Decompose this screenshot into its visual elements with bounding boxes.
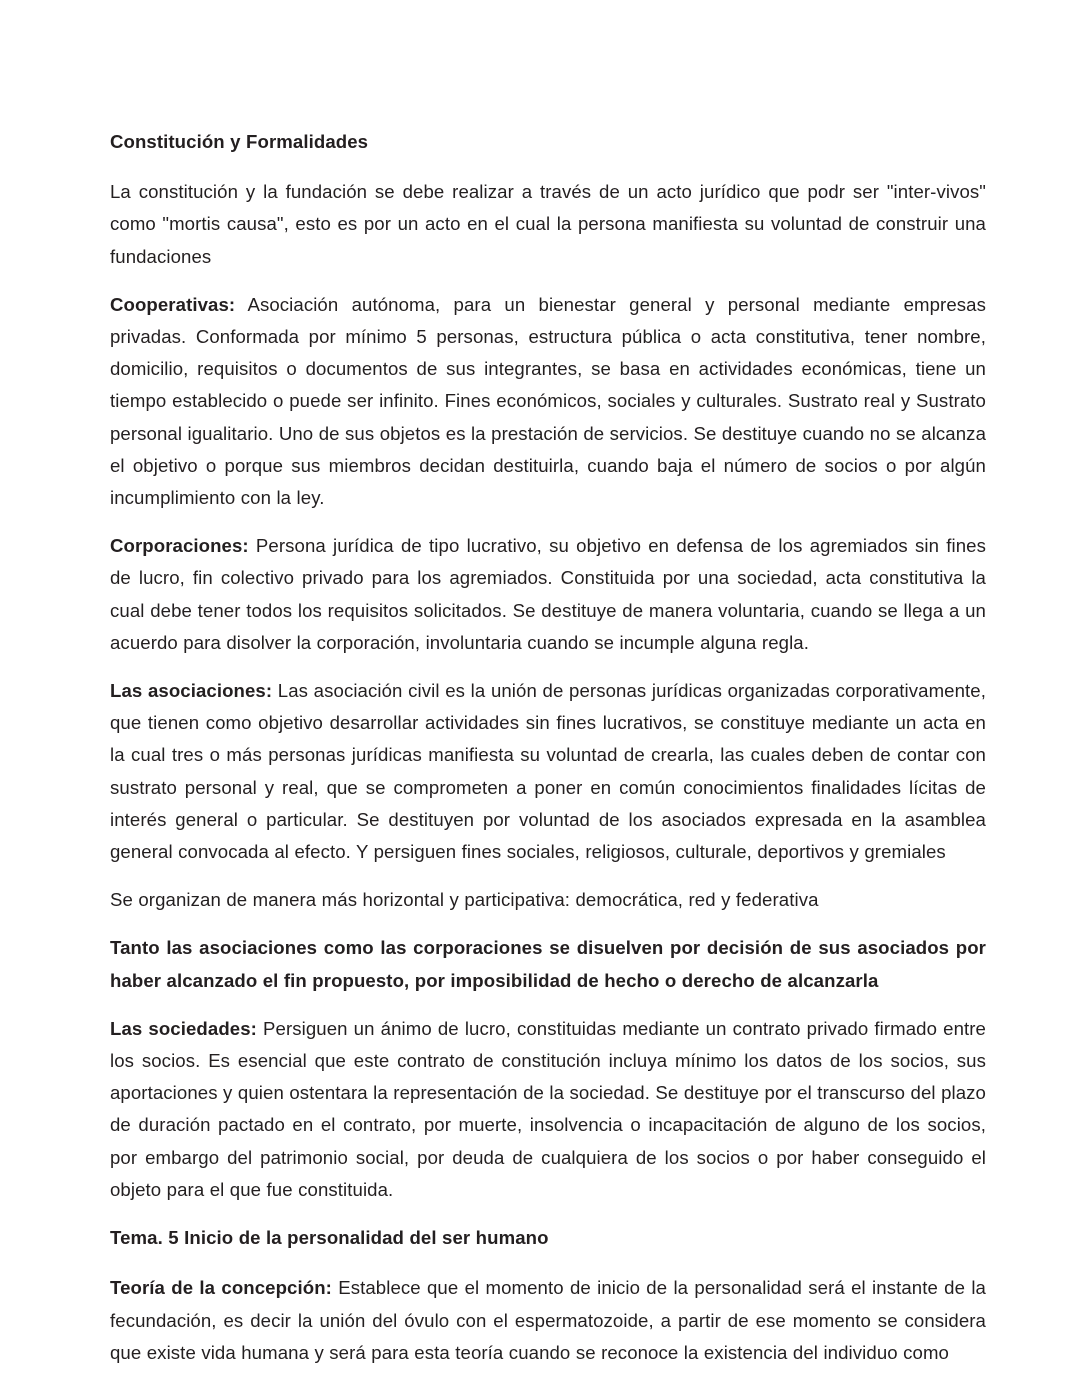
paragraph-las-sociedades bbox=[110, 1013, 986, 1206]
paragraph-corporaciones-text: Persona jurídica de tipo lucrativo, su objetivo en defensa de los agremiados sin fines de lucro, fin colectivo privado para los agremiados. Constituida por una sociedad, acta constitutiva la cual debe tener todos los requisitos solicitados. Se destituye de manera voluntaria, cuando se llega a un acuerdo para disolver la corporación, involuntaria cuando se incumple alguna regla. bbox=[110, 535, 986, 653]
lead-label-corporaciones: Corporaciones: bbox=[110, 535, 249, 557]
lead-label-las-asociaciones: Las asociaciones: bbox=[110, 680, 273, 702]
paragraph-constitucion: La constitución y la fundación se debe realizar a través de un acto jurídico que podr ser "inter-vivos" como "mortis causa", esto es por un acto en el cual la persona manifiesta su voluntad de construir una fundaciones bbox=[110, 181, 986, 267]
lead-label-cooperativas: Cooperativas: bbox=[110, 293, 236, 315]
paragraph-se-organizan: Se organizan de manera más horizontal y participativa: democrática, red y federativa bbox=[110, 889, 819, 911]
lead-label-teoria-de-la-concepcion: Teoría de la concepción: bbox=[110, 1277, 332, 1299]
paragraph-las-asociaciones bbox=[110, 675, 986, 868]
paragraph-cooperativas-text: Asociación autónoma, para un bienestar general y personal mediante empresas privadas. Conformada por mínimo 5 personas, estructura pública o acta constitutiva, tener nombre, domicilio, requisitos o documentos de sus integrantes, se basa en actividades económicas, tiene un tiempo establecido o puede ser infinito. Fines económicos, sociales y culturales. Sustrato real y Sustrato personal igualitario. Uno de sus objetos es la prestación de servicios. Se destituye cuando no se alcanza el objetivo o porque sus miembros decidan destituirla, cuando baja el número de socios o por algún incumplimiento con la ley. bbox=[110, 293, 986, 509]
paragraph-las-sociedades-text: Persiguen un ánimo de lucro, constituidas mediante un contrato privado firmado entre los socios. Es esencial que este contrato de constitución incluya mínimo los datos de los socios, sus aportaciones y quien ostentara la representación de la sociedad. Se destituye por el transcurso del plazo de duración pactado en el contrato, por muerte, insolvencia o incapacitación de alguno de los socios, por embargo del patrimonio social, por deuda de cualquiera de los socios o por haber conseguido el objeto para el que fue constituida. bbox=[110, 1017, 986, 1200]
paragraph-teoria-de-la-concepcion bbox=[110, 1272, 986, 1369]
paragraph-corporaciones bbox=[110, 530, 986, 659]
lead-label-las-sociedades: Las sociedades: bbox=[110, 1017, 257, 1039]
section-heading-tema-5: Tema. 5 Inicio de la personalidad del ser humano bbox=[110, 1227, 549, 1249]
paragraph-disolucion-asociaciones-corporaciones: Tanto las asociaciones como las corporaciones se disuelven por decisión de sus asociados por haber alcanzado el fin propuesto, por imposibilidad de hecho o derecho de alcanzarla bbox=[110, 937, 986, 991]
document-body bbox=[110, 126, 986, 1369]
paragraph-teoria-de-la-concepcion-text: Establece que el momento de inicio de la personalidad será el instante de la fecundación, es decir la unión del óvulo con el espermatozoide, a partir de ese momento se considera que existe vida humana y será para esta teoría cuando se reconoce la existencia del individuo como bbox=[110, 1277, 986, 1363]
section-heading-constitucion-y-formalidades: Constitución y Formalidades bbox=[110, 131, 369, 152]
paragraph-las-asociaciones-text: Las asociación civil es la unión de personas jurídicas organizadas corporativamente, que tienen como objetivo desarrollar actividades sin fines lucrativos, se constituye mediante un acta en la cual tres o más personas jurídicas manifiesta su voluntad de crearla, las cuales deben de contar con sustrato personal y real, que se comprometen a poner en común conocimientos finalidades lícitas de interés general o particular. Se destituyen por voluntad de los asociados expresada en la asamblea general convocada al efecto. Y persiguen fines sociales, religiosos, culturale, deportivos y gremiales bbox=[110, 680, 986, 863]
paragraph-cooperativas bbox=[110, 289, 986, 514]
